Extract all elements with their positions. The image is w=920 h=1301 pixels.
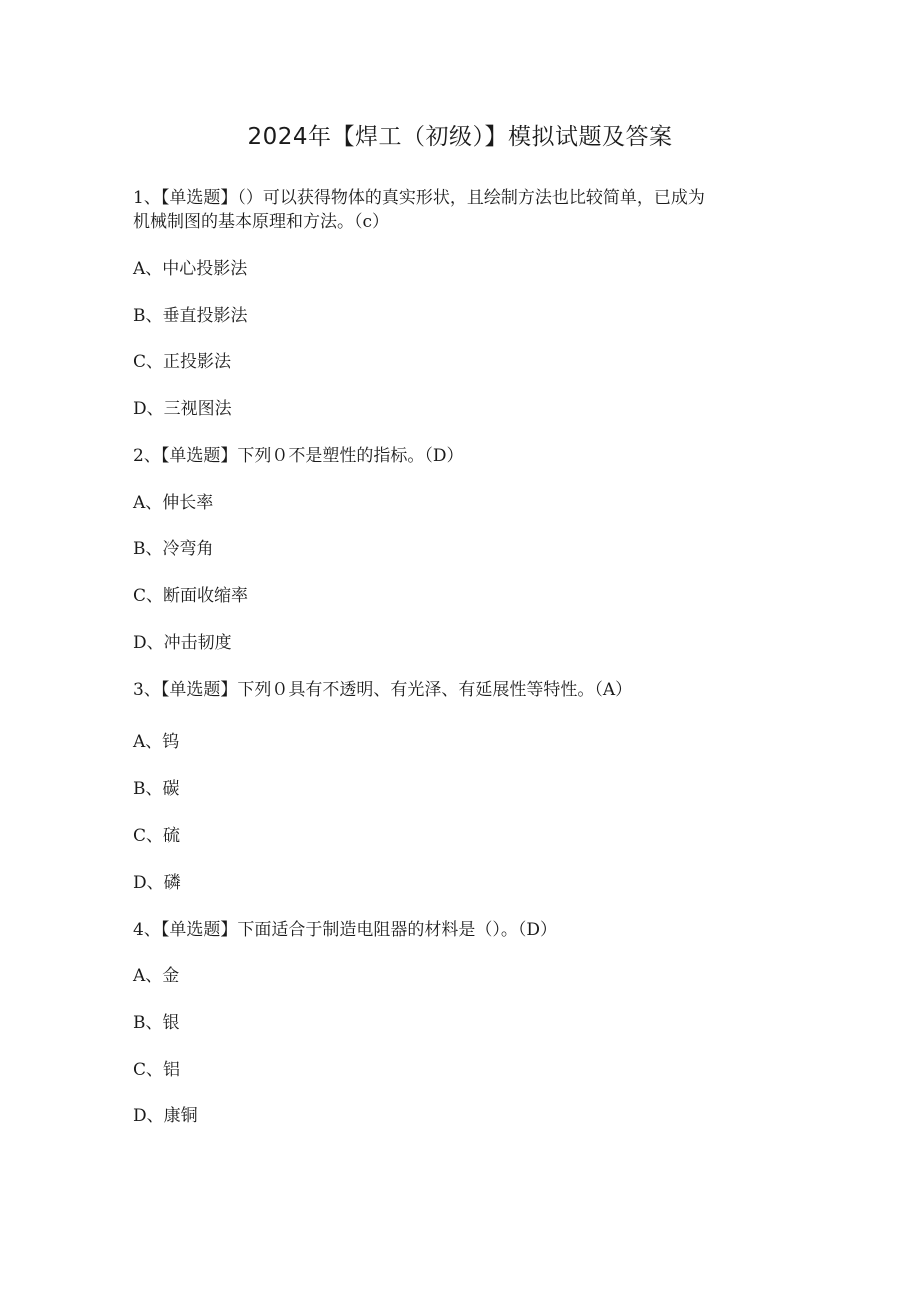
- page-title: 2024年【焊工（初级）】模拟试题及答案: [247, 124, 673, 150]
- question-4-option-b: B、银: [133, 1013, 180, 1033]
- question-1-option-b: B、垂直投影法: [133, 306, 248, 326]
- question-1-stem-line-1: 1、【单选题】（）可以获得物体的真实形状，且绘制方法也比较简单，已成为: [133, 188, 705, 208]
- question-3-option-b: B、碳: [133, 779, 180, 799]
- question-3-option-d: D、磷: [133, 873, 181, 893]
- question-3-option-c: C、硫: [133, 826, 181, 846]
- question-1-stem-line-2: 机械制图的基本原理和方法。（c）: [133, 212, 390, 232]
- question-1-option-d: D、三视图法: [133, 399, 232, 419]
- question-2-option-d: D、冲击韧度: [133, 633, 232, 653]
- question-4-option-a: A、金: [133, 966, 180, 986]
- question-4-option-c: C、铝: [133, 1060, 181, 1080]
- question-2-option-b: B、冷弯角: [133, 539, 214, 559]
- question-4-stem: 4、【单选题】下面适合于制造电阻器的材料是（）。（D）: [133, 920, 557, 940]
- question-3-stem: 3、【单选题】下列０具有不透明、有光泽、有延展性等特性。（A）: [133, 680, 633, 700]
- question-2-stem: 2、【单选题】下列０不是塑性的指标。（D）: [133, 446, 464, 466]
- question-4-option-d: D、康铜: [133, 1106, 198, 1126]
- question-2-option-c: C、断面收缩率: [133, 586, 249, 606]
- question-1-option-c: C、正投影法: [133, 352, 232, 372]
- question-3-option-a: A、钨: [133, 732, 180, 752]
- question-1-option-a: A、中心投影法: [133, 259, 248, 279]
- question-2-option-a: A、伸长率: [133, 493, 214, 513]
